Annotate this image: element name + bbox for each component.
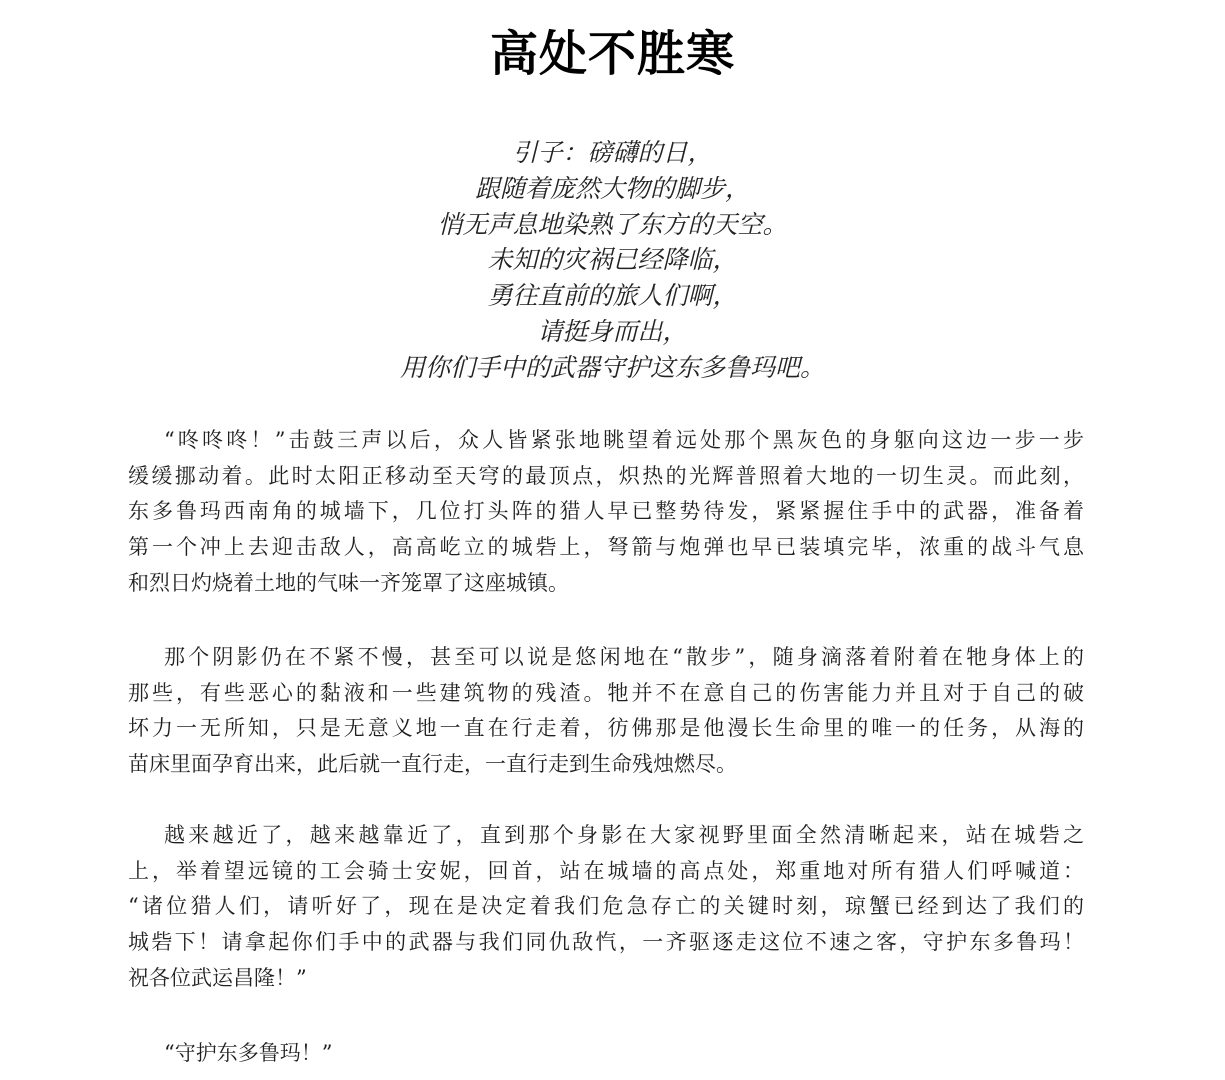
document-title: 高处不胜寒 [489, 26, 735, 82]
paragraph-4 [128, 1036, 1084, 1072]
paragraph-line: 苗床里面孕育出来，此后就一直行走，一直行走到生命残烛燃尽。 [128, 752, 737, 777]
paragraph-line: 和烈日灼烧着土地的气味一齐笼罩了这座城镇。 [128, 570, 569, 595]
paragraph-2 [128, 640, 1084, 783]
paragraph-line: “咚咚咚！”击鼓三声以后，众人皆紧张地眺望着远处那个黑灰色的身躯向这边一步一步 [164, 428, 1084, 452]
paragraph-line: 城砦下！请拿起你们手中的武器与我们同仇敌忾，一齐驱逐走这位不速之客，守护东多鲁玛！ [128, 930, 1084, 955]
paragraph-line: 那些，有些恶心的黏液和一些建筑物的残渣。牠并不在意自己的伤害能力并且对于自己的破 [128, 680, 1084, 705]
paragraph-line: 越来越近了，越来越靠近了，直到那个身影在大家视野里面全然清晰起来，站在城砦之 [164, 823, 1084, 847]
prologue-line: 悄无声息地染熟了东方的天空。 [437, 209, 788, 239]
paragraph-3 [128, 818, 1084, 997]
prologue-line: 勇往直前的旅人们啊， [487, 281, 738, 311]
paragraph-line: 坏力一无所知，只是无意义地一直在行走着，彷佛那是他漫长生命里的唯一的任务，从海的 [128, 716, 1084, 741]
paragraph-line: 第一个冲上去迎击敌人，高高屹立的城砦上，弩箭与炮弹也早已装填完毕，浓重的战斗气息 [128, 535, 1084, 560]
paragraph-line: 缓缓挪动着。此时太阳正移动至天穹的最顶点，炽热的光辉普照着大地的一切生灵。而此刻， [128, 463, 1084, 488]
paragraph-line: 东多鲁玛西南角的城墙下，几位打头阵的猎人早已整势待发，紧紧握住手中的武器，准备着 [128, 499, 1084, 524]
prologue-verse [0, 135, 1225, 386]
paragraph-line: “守护东多鲁玛！” [164, 1041, 333, 1065]
paragraph-line: 那个阴影仍在不紧不慢，甚至可以说是悠闲地在“散步”，随身滴落着附着在牠身体上的 [164, 645, 1084, 669]
paragraph-line: 祝各位武运昌隆！” [128, 965, 307, 990]
prologue-line: 请挺身而出， [537, 316, 688, 346]
prologue-line: 跟随着庞然大物的脚步， [474, 173, 750, 203]
prologue-line: 引子：磅礴的日， [512, 138, 713, 167]
prologue-line: 用你们手中的武器守护这东多鲁玛吧。 [399, 352, 825, 382]
paragraph-line: 上，举着望远镜的工会骑士安妮，回首，站在城墙的高点处，郑重地对所有猎人们呼喊道： [128, 858, 1084, 883]
prologue-line: 未知的灾祸已经降临， [487, 245, 738, 275]
paragraph-line: “诸位猎人们，请听好了，现在是决定着我们危急存亡的关键时刻，琼蟹已经到达了我们的 [128, 894, 1084, 919]
paragraph-1 [128, 423, 1084, 602]
